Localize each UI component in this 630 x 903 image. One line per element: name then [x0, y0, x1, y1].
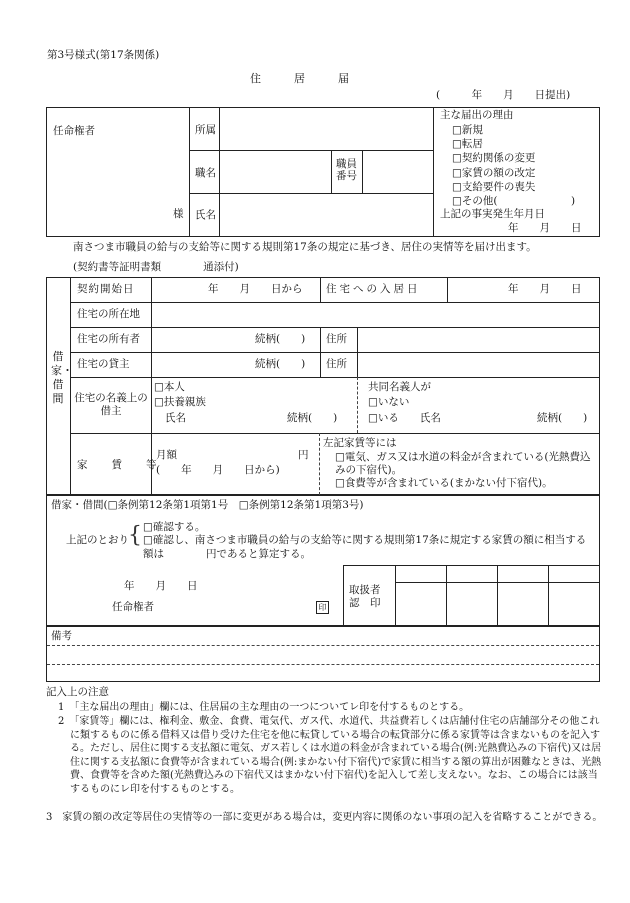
include-utilities[interactable]: □電気、ガス又は水道の料金が含まれている(光熱費込みの下宿代)。	[335, 451, 591, 476]
lender-address-label: 住所	[326, 358, 347, 370]
reason-checkbox[interactable]: □新規	[452, 124, 483, 136]
seal-mark: 印	[316, 601, 329, 614]
contract-start-label: 契約開始日	[77, 283, 135, 295]
staff-number-label: 職員 番号	[336, 158, 357, 182]
reason-checkbox[interactable]: □その他( )	[452, 195, 576, 208]
notes-title: 記入上の注意	[46, 686, 109, 698]
appointer-label: 任命権者	[53, 125, 95, 137]
statement-text: 南さつま市職員の給与の支給等に関する規則第17条の規定に基づき、居住の実情等を届け出ます。	[73, 241, 537, 253]
rent-from-date[interactable]: ( 年 月 日から)	[156, 464, 280, 476]
confirm-date[interactable]: 年 月 日	[124, 580, 198, 592]
co-tenant-exists[interactable]: □いる 氏名	[368, 412, 441, 424]
dependent-name-label: 氏名	[165, 412, 186, 424]
articles-line: 借家・借間(□条例第12条第1項第1号 □条例第12条第1項第3号)	[51, 499, 364, 511]
affiliation-label: 所属	[195, 124, 216, 136]
dependent-checkbox[interactable]: □扶養親族	[154, 396, 206, 408]
reason-checkbox[interactable]: □転居	[452, 138, 483, 151]
reason-checkbox[interactable]: □契約関係の変更	[452, 152, 536, 165]
reason-title: 主な届出の理由	[440, 109, 514, 121]
form-title: 住 居 届	[250, 72, 349, 85]
lender-relation[interactable]: 続柄( )	[255, 358, 306, 370]
owner-address-label: 住所	[326, 333, 347, 345]
co-tenant-none[interactable]: □いない	[368, 396, 410, 408]
form-number: 第3号様式(第17条関係)	[47, 49, 160, 61]
monthly-label: 月額	[156, 449, 177, 461]
co-tenant-relation[interactable]: 続柄( )	[537, 412, 588, 424]
name-label: 氏名	[195, 209, 216, 221]
brace: {	[128, 523, 142, 548]
owner-label: 住宅の所有者	[77, 333, 140, 345]
rent-label: 家 賃 等	[77, 459, 158, 471]
position-label: 職名	[195, 167, 216, 179]
move-in-date[interactable]: 年 月 日	[508, 283, 582, 295]
attachment-text: (契約書等証明書類 通添付)	[73, 261, 239, 273]
contract-start-date[interactable]: 年 月 日から	[208, 283, 303, 295]
note-3: 3 家賃の額の改定等居住の実情等の一部に変更がある場合は，変更内容に関係のない事項の記入を省略することができる。	[46, 812, 603, 823]
handler-seal-label: 取扱者 認 印	[349, 584, 381, 609]
dependent-relation[interactable]: 続柄( )	[287, 412, 338, 424]
fact-date[interactable]: 年 月 日	[508, 222, 582, 234]
confirm-appointer: 任命権者	[112, 601, 154, 613]
as-above-label: 上記のとおり	[66, 534, 129, 546]
remarks-box	[46, 626, 600, 682]
includes-title: 左記家賃等には	[323, 437, 397, 449]
submit-date[interactable]: ( 年 月 日提出)	[436, 89, 571, 101]
move-in-label: 住宅への入居日	[326, 283, 421, 295]
reason-checkbox[interactable]: □家賃の額の改定	[452, 166, 536, 179]
note-1: 1 「主な届出の理由」欄には、住居届の主な理由の一つについてレ印を付するものとする。	[58, 702, 470, 713]
co-tenant-label: 共同名義人が	[368, 381, 431, 393]
self-checkbox[interactable]: □本人	[154, 381, 185, 393]
sama-label: 様	[173, 208, 184, 220]
fact-date-label: 上記の事実発生年月日	[440, 208, 545, 220]
owner-relation[interactable]: 続柄( )	[255, 333, 306, 345]
include-meals[interactable]: □食費等が含まれている(まかない付下宿代)。	[335, 477, 553, 489]
note-2: 2 「家賃等」欄には、権利金、敷金、食費、電気代、ガス代、水道代、共益費若しくは店舗付住宅の店舗部分その他これに類するものに係る借料又は借り受けた住宅を他に転貸している場合の転貸部分に係る家賃等は含まないものを記入する。ただし、居住に関する支払額に電気、ガス若しくは水道の料金が含まれている場合(例:光熱費込みの下宿代)又は居住に関する支払額に食費等が含まれている場合(例:まかない付下宿代)で家賃に相当する額の算出が困難なときは、光熱費、食費等を含めた額(光熱費込みの下宿代又はまかない付下宿代)を記入して差し支えない。なお、この場合には該当するものにレ印を付するものとする。	[58, 716, 602, 795]
rent-side-label: 借家・借間	[51, 350, 73, 405]
reason-checkbox[interactable]: □支給要件の喪失	[452, 180, 536, 193]
confirm-option-1[interactable]: □確認する。	[143, 521, 206, 533]
reason-list	[452, 123, 600, 208]
location-label: 住宅の所在地	[77, 308, 140, 320]
yen-unit: 円	[298, 449, 309, 461]
lender-label: 住宅の貸主	[77, 358, 130, 370]
nominee-label: 住宅の名義上の借主	[74, 392, 148, 417]
confirm-option-2[interactable]: □確認し、南さつま市職員の給与の支給等に関する規則第17条に規定する家賃の額に相当する額は 円であると算定する。	[143, 534, 587, 560]
remarks-label: 備考	[51, 630, 72, 642]
